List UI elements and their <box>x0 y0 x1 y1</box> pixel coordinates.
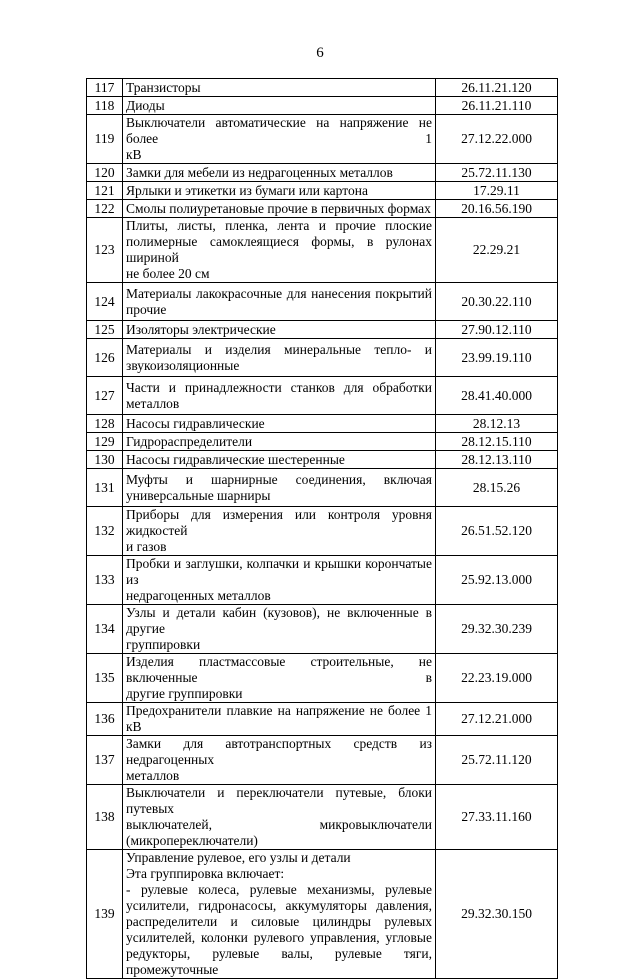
table-row <box>87 218 558 283</box>
row-name <box>123 339 436 377</box>
row-code: 27.12.22.000 <box>436 115 558 164</box>
table-row <box>87 321 558 339</box>
row-name <box>123 200 436 218</box>
row-number: 121 <box>87 182 123 200</box>
row-code: 29.32.30.150 <box>436 850 558 979</box>
row-number: 137 <box>87 736 123 785</box>
row-name-line: Плиты, листы, пленка, лента и прочие плоские <box>126 218 432 233</box>
row-number: 132 <box>87 507 123 556</box>
row-number: 136 <box>87 703 123 736</box>
row-name-line: металлов <box>126 768 180 783</box>
row-number: 131 <box>87 469 123 507</box>
row-name-line: Муфты и шарнирные соединения, включая <box>126 471 432 487</box>
row-name-line: Пробки и заглушки, колпачки и крышки корончатые из <box>126 556 432 587</box>
row-name-line: - рулевые колеса, рулевые механизмы, рулевые <box>126 882 432 897</box>
table-row <box>87 377 558 415</box>
row-name <box>123 703 436 736</box>
row-code: 28.12.13.110 <box>436 451 558 469</box>
row-code: 25.92.13.000 <box>436 556 558 605</box>
row-name-line: выключателей, микровыключатели <box>126 817 432 832</box>
row-code: 22.23.19.000 <box>436 654 558 703</box>
row-number: 124 <box>87 283 123 321</box>
row-code: 28.12.15.110 <box>436 433 558 451</box>
table-row <box>87 605 558 654</box>
row-name-line: звукоизоляционные <box>126 357 240 373</box>
row-code: 20.16.56.190 <box>436 200 558 218</box>
row-name <box>123 654 436 703</box>
row-name <box>123 79 436 97</box>
table-row <box>87 451 558 469</box>
row-name-line: Насосы гидравлические шестеренные <box>126 451 345 467</box>
row-name <box>123 556 436 605</box>
row-name-line: Предохранители плавкие на напряжение не более 1 кВ <box>126 703 432 734</box>
row-number: 126 <box>87 339 123 377</box>
row-name-line: Гидрораспределители <box>126 433 253 449</box>
row-number: 134 <box>87 605 123 654</box>
table-row <box>87 785 558 850</box>
table-row <box>87 97 558 115</box>
row-name-line: и газов <box>126 539 167 554</box>
row-name-line: Узлы и детали кабин (кузовов), не включенные в другие <box>126 605 432 636</box>
row-code: 23.99.19.110 <box>436 339 558 377</box>
row-name-line: Части и принадлежности станков для обработки <box>126 379 432 395</box>
row-name-line: Выключатели автоматические на напряжение не более 1 <box>126 115 432 146</box>
row-code: 27.90.12.110 <box>436 321 558 339</box>
row-name-line: Материалы и изделия минеральные тепло- и <box>126 341 432 357</box>
row-code: 17.29.11 <box>436 182 558 200</box>
row-name <box>123 415 436 433</box>
row-name <box>123 451 436 469</box>
row-number: 129 <box>87 433 123 451</box>
row-name <box>123 377 436 415</box>
table-row <box>87 200 558 218</box>
row-name <box>123 433 436 451</box>
row-name-line: Транзисторы <box>126 79 201 95</box>
row-name-line: универсальные шарниры <box>126 487 271 503</box>
row-name-line: Насосы гидравлические <box>126 415 265 431</box>
row-name-line: редукторы, рулевые валы, рулевые тяги, промежуточные <box>126 946 432 977</box>
row-number: 120 <box>87 164 123 182</box>
row-number: 139 <box>87 850 123 979</box>
row-name-line: Эта группировка включает: <box>126 866 285 881</box>
row-number: 119 <box>87 115 123 164</box>
row-name <box>123 785 436 850</box>
table-row <box>87 433 558 451</box>
row-name-line: полимерные самоклеящиеся формы, в рулонах шириной <box>126 234 432 265</box>
row-number: 122 <box>87 200 123 218</box>
row-name <box>123 283 436 321</box>
page-number: 6 <box>316 45 324 61</box>
table-row <box>87 415 558 433</box>
row-number: 125 <box>87 321 123 339</box>
row-name <box>123 182 436 200</box>
row-name-line: недрагоценных металлов <box>126 588 271 603</box>
row-name-line: усилителей, колонки рулевого управления, угловые <box>126 930 432 945</box>
row-number: 117 <box>87 79 123 97</box>
row-number: 135 <box>87 654 123 703</box>
row-code: 28.15.26 <box>436 469 558 507</box>
row-name <box>123 321 436 339</box>
row-name <box>123 97 436 115</box>
row-code: 28.41.40.000 <box>436 377 558 415</box>
row-name-line: усилители, гидронасосы, аккумуляторы давления, <box>126 898 432 913</box>
row-name <box>123 164 436 182</box>
row-number: 118 <box>87 97 123 115</box>
table-row <box>87 182 558 200</box>
row-name-line: Смолы полиуретановые прочие в первичных формах <box>126 200 431 216</box>
row-name-line: Выключатели и переключатели путевые, блоки путевых <box>126 785 432 816</box>
row-name-line: Ярлыки и этикетки из бумаги или картона <box>126 182 368 198</box>
row-name <box>123 507 436 556</box>
row-number: 123 <box>87 218 123 283</box>
table-row <box>87 79 558 97</box>
row-name-line: (микропереключатели) <box>126 833 258 848</box>
row-code: 22.29.21 <box>436 218 558 283</box>
table-row <box>87 654 558 703</box>
row-number: 127 <box>87 377 123 415</box>
table-row <box>87 283 558 321</box>
row-code: 29.32.30.239 <box>436 605 558 654</box>
row-code: 28.12.13 <box>436 415 558 433</box>
row-name <box>123 850 436 979</box>
row-name <box>123 218 436 283</box>
row-name-line: Замки для автотранспортных средств из недрагоценных <box>126 736 432 767</box>
row-name-line: Материалы лакокрасочные для нанесения покрытий <box>126 285 432 301</box>
table-row <box>87 703 558 736</box>
table-row <box>87 164 558 182</box>
row-name-line: прочие <box>126 301 167 317</box>
table-row <box>87 736 558 785</box>
row-name <box>123 605 436 654</box>
row-code: 26.51.52.120 <box>436 507 558 556</box>
row-code: 25.72.11.120 <box>436 736 558 785</box>
row-name-line: Замки для мебели из недрагоценных металлов <box>126 164 393 180</box>
products-table <box>86 78 558 979</box>
row-name-line: Управление рулевое, его узлы и детали <box>126 850 351 865</box>
row-code: 27.12.21.000 <box>436 703 558 736</box>
table-row <box>87 115 558 164</box>
table-row <box>87 339 558 377</box>
row-number: 138 <box>87 785 123 850</box>
row-name-line: другие группировки <box>126 686 243 701</box>
row-name-line: группировки <box>126 637 201 652</box>
row-name-line: Изоляторы электрические <box>126 321 276 337</box>
row-number: 130 <box>87 451 123 469</box>
row-name-line: Приборы для измерения или контроля уровня жидкостей <box>126 507 432 538</box>
table-row <box>87 507 558 556</box>
table-row <box>87 556 558 605</box>
row-code: 27.33.11.160 <box>436 785 558 850</box>
row-number: 128 <box>87 415 123 433</box>
table-row <box>87 469 558 507</box>
row-name-line: Изделия пластмассовые строительные, не включенные в <box>126 654 432 685</box>
row-name <box>123 115 436 164</box>
row-code: 26.11.21.110 <box>436 97 558 115</box>
row-name-line: распределители и силовые цилиндры рулевых <box>126 914 432 929</box>
row-name <box>123 469 436 507</box>
row-name-line: не более 20 см <box>126 266 210 281</box>
row-name-line: металлов <box>126 395 180 411</box>
table-row <box>87 850 558 979</box>
row-name-line: Диоды <box>126 97 165 113</box>
row-code: 25.72.11.130 <box>436 164 558 182</box>
row-name <box>123 736 436 785</box>
row-number: 133 <box>87 556 123 605</box>
row-code: 20.30.22.110 <box>436 283 558 321</box>
row-code: 26.11.21.120 <box>436 79 558 97</box>
row-name-line: кВ <box>126 147 142 162</box>
